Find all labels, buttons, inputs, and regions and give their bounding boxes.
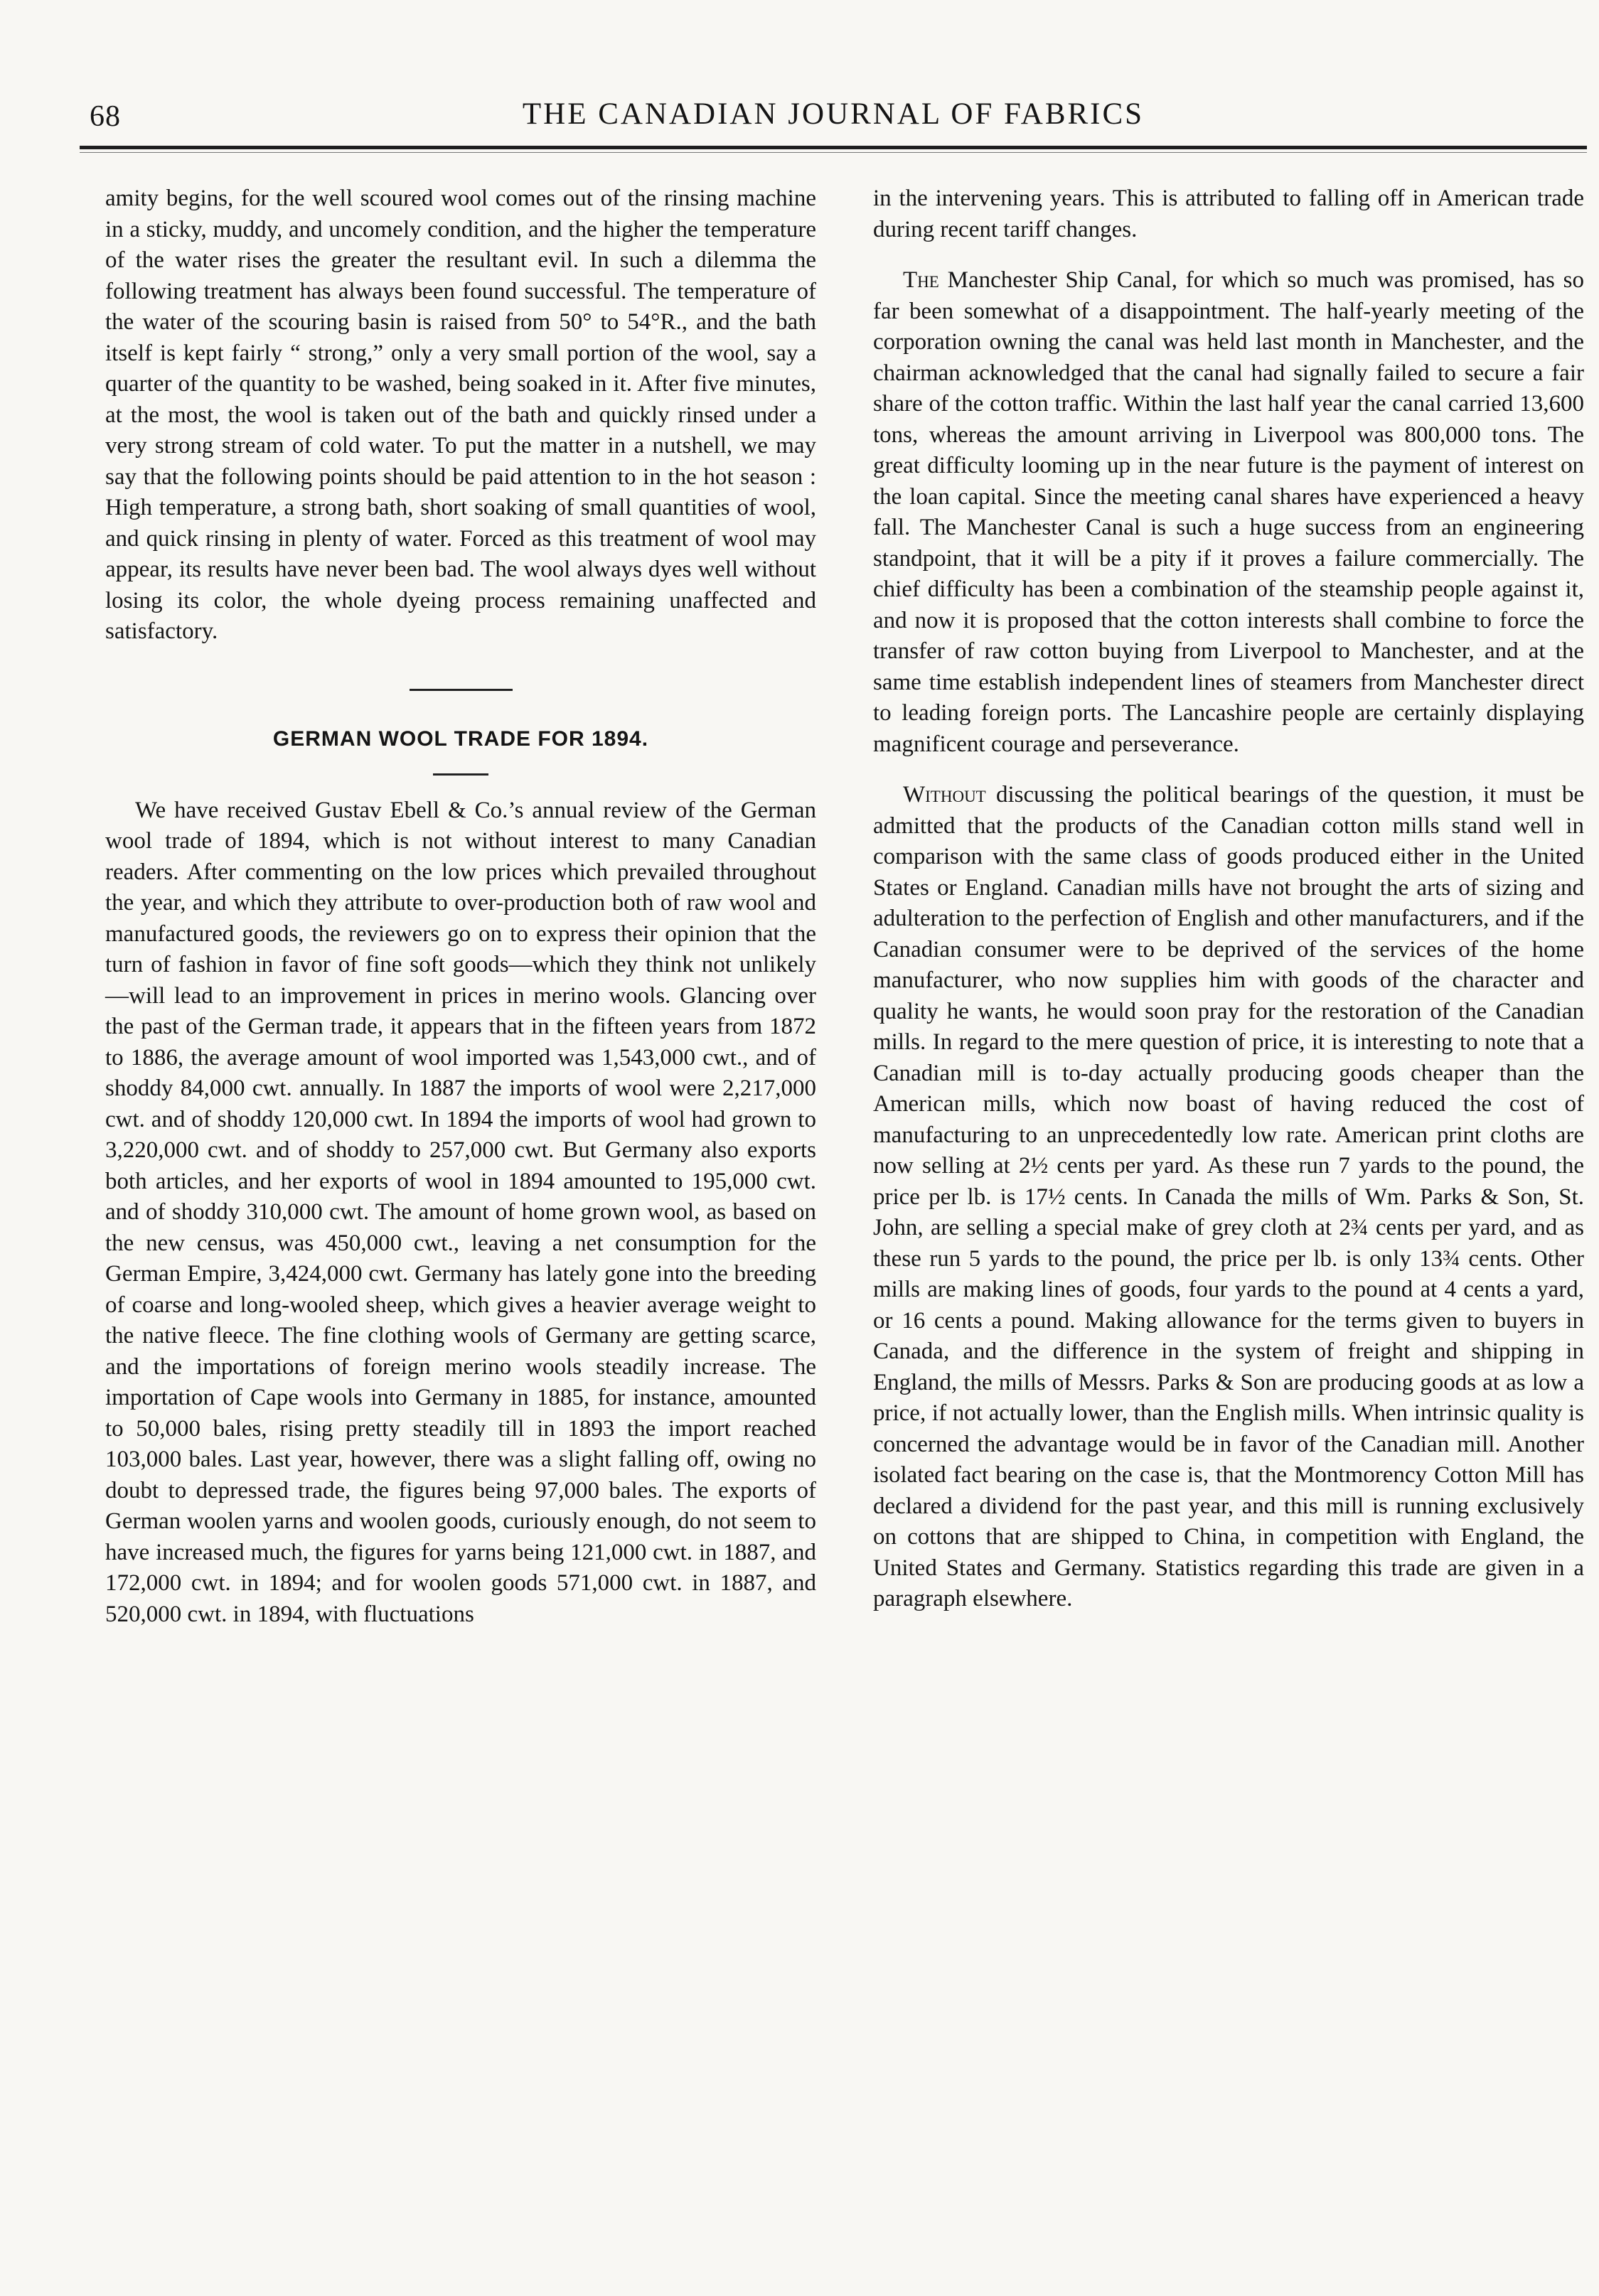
german-wool-paragraph: We have received Gustav Ebell & Co.’s annual review of the German wool trade of 1894, which is not without interest to many Canadian readers. After commenting on the low prices which prevailed throughout the year, and which they attribute to over-production both of raw wool and manufactured goods, the reviewers go on to express their opinion that the turn of fashion in favor of fine soft goods—which they think not unlikely—will lead to an improvement in prices in merino wools. Glancing over the past of the German trade, it appears that in the fifteen years from 1872 to 1886, the average amount of wool imported was 1,543,000 cwt., and of shoddy 84,000 cwt. annually. In 1887 the imports of wool were 2,217,000 cwt. and of shoddy 120,000 cwt. In 1894 the imports of wool had grown to 3,220,000 cwt. and of shoddy to 257,000 cwt. But Germany also exports both articles, and her exports of wool in 1894 amounted to 195,000 cwt. and of shoddy 310,000 cwt. The amount of home grown wool, as based on the new census, was 450,000 cwt., leaving a net consumption for the German Empire, 3,424,000 cwt. Germany has lately gone into the breeding of coarse and long-wooled sheep, which gives a heavier average weight to the native fleece. The fine clothing wools of Germany are getting scarce, and the importations of foreign merino wools steadily increase. The importation of Cape wools into Germany in 1885, for instance, amounted to 50,000 bales, rising pretty steadily till in 1893 the import reached 103,000 bales. Last year, however, there was a slight falling off, owing no doubt to depressed trade, the figures being 97,000 bales. The exports of German woolen yarns and woolen goods, curiously enough, do not seem to have increased much, the figures for yarns being 121,000 cwt. in 1887, and 172,000 cwt. in 1894; and for woolen goods 571,000 cwt. in 1887, and 520,000 cwt. in 1894, with fluctuations bbox=[105, 797, 816, 1627]
section-divider bbox=[410, 689, 513, 691]
canadian-mills-paragraph bbox=[873, 780, 1584, 1615]
header-rule-thin bbox=[80, 152, 1587, 153]
right-column bbox=[873, 183, 1584, 1615]
wool-scouring-paragraph: amity begins, for the well scoured wool comes out of the rinsing machine in a sticky, muddy, and uncomely condition, and the higher the temperature of the water rises the greater the resultant evil. In such a dilemma the following treatment has always been found successful. The temperature of the water of the scouring basin is raised from 50° to 54°R., and the bath itself is kept fairly “ strong,” only a very small portion of the wool, say a quarter of the quantity to be washed, being soaked in it. After five minutes, at the most, the wool is taken out of the bath and quickly rinsed under a very strong stream of cold water. To put the matter in a nutshell, we may say that the following points should be paid attention to in the hot season : High temperature, a strong bath, short soaking of small quantities of wool, and quick rinsing in plenty of water. Forced as this treatment of wool may appear, its results have never been bad. The wool always dyes well without losing its color, the whole dyeing process remaining unaffected and satisfactory. bbox=[105, 186, 816, 644]
continued-trade-paragraph: in the intervening years. This is attributed to falling off in American trade during recent tariff changes. bbox=[873, 186, 1584, 242]
canadian-lead-word: Without bbox=[903, 782, 986, 808]
manchester-canal-paragraph bbox=[873, 265, 1584, 760]
page-number: 68 bbox=[90, 100, 121, 133]
heading-divider bbox=[433, 773, 488, 776]
manchester-lead-word: The bbox=[903, 267, 939, 293]
left-column bbox=[105, 183, 816, 1630]
canadian-paragraph-text: discussing the political bearings of the question, it must be admitted that the products of the Canadian cotton mills stand well in comparison with the same class of goods produced either in the United States or England. Canadian mills have not brought the arts of sizing and adulteration to the perfection of English and other manufacturers, and if the Canadian consumer were to be deprived of the services of the home manufacturer, who now supplies him with goods of the character and quality he wants, he would soon pray for the restoration of the Canadian mills. In regard to the mere question of price, it is interesting to note that a Canadian mill is to-day actually producing goods cheaper than the American mills, which now boast of having reduced the cost of manufacturing to an unprecedentedly low rate. American print cloths are now selling at 2½ cents per yard. As these run 7 yards to the pound, the price per lb. is 17½ cents. In Canada the mills of Wm. Parks & Son, St. John, are selling a special make of grey cloth at 2¾ cents per yard, and as these run 5 yards to the pound, the price per lb. is only 13¾ cents. Other mills are making lines of goods, four yards to the pound at 4 cents a yard, or 16 cents a pound. Making allowance for the terms given to buyers in Canada, and the difference in the system of freight and shipping in England, the mills of Messrs. Parks & Son are producing goods at as low a price, if not actually lower, than the English mills. When intrinsic quality is concerned the advantage would be in favor of the Canadian mill. Another isolated fact bearing on the case is, that the Montmorency Cotton Mill has declared a dividend for the past year, and this mill is running exclusively on cottons that are shipped to China, in competition with England, the United States and Germany. Statistics regarding this trade are given in a paragraph elsewhere. bbox=[873, 782, 1584, 1611]
page-header bbox=[80, 97, 1587, 139]
manchester-paragraph-text: Manchester Ship Canal, for which so much was promised, has so far been somewhat of a disappointment. The half-yearly meeting of the corporation owning the canal was held last month in Manchester, and the chairman acknowledged that the canal had signally failed to secure a fair share of the cotton traffic. Within the last half year the canal carried 13,600 tons, whereas the amount arriving in Liverpool was 800,000 tons. The great difficulty looming up in the near future is the payment of interest on the loan capital. Since the meeting canal shares have experienced a heavy fall. The Manchester Canal is such a huge success from an engineering standpoint, that it will be a pity if it proves a failure commercially. The chief difficulty has been a combination of the steamship people against it, and now it is proposed that the cotton interests shall combine to force the transfer of raw cotton buying from Liverpool to Manchester, and at the same time establish independent lines of steamers from Manchester direct to leading foreign ports. The Lancashire people are certainly displaying magnificent courage and perseverance. bbox=[873, 267, 1584, 757]
header-rule-thick bbox=[80, 146, 1587, 149]
journal-title: THE CANADIAN JOURNAL OF FABRICS bbox=[522, 97, 1145, 131]
german-wool-heading: GERMAN WOOL TRADE FOR 1894. bbox=[272, 726, 649, 751]
